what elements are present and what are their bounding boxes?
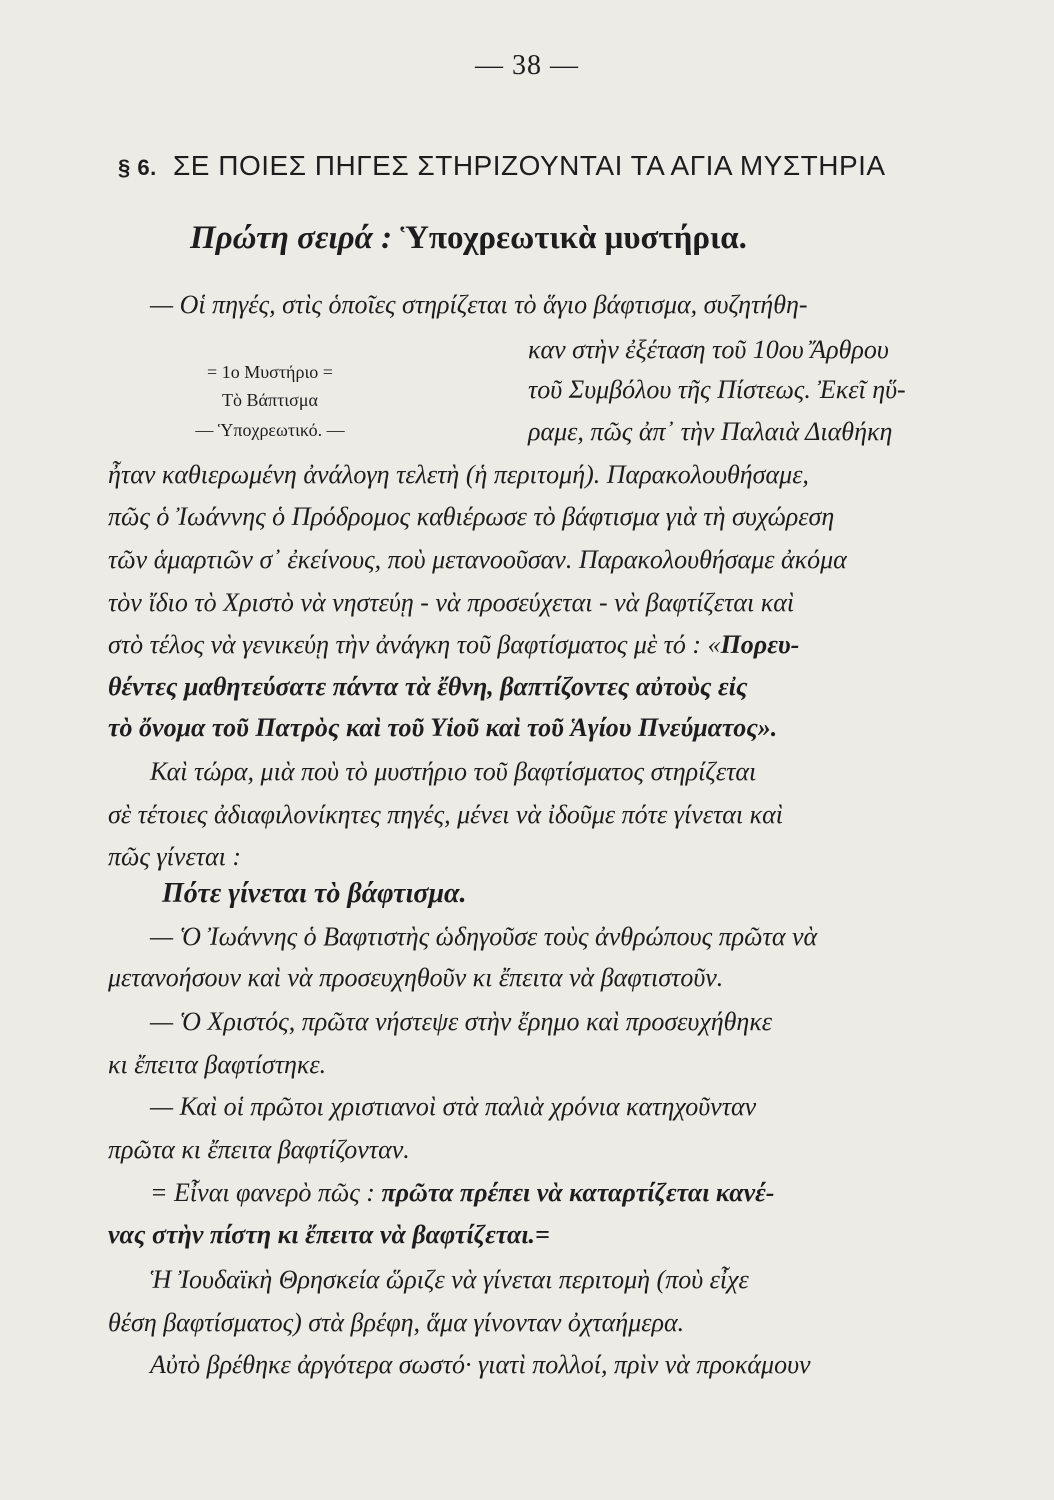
body-line: Αὐτὸ βρέθηκε ἀργότερα σωστό· γιατὶ πολλοί, πρὶν νὰ προκάμουν <box>150 1350 811 1379</box>
body-line: Ἡ Ἰουδαϊκὴ Θρησκεία ὥριζε νὰ γίνεται περιτομὴ (ποὺ εἶχε <box>150 1265 749 1294</box>
page-number: — 38 — <box>475 50 579 81</box>
body-line: Καὶ τώρα, μιὰ ποὺ τὸ μυστήριο τοῦ βαφτίσματος στηρίζεται <box>150 757 757 786</box>
body-line: ραμε, πῶς ἀπ᾿ τὴν Παλαιὰ Διαθήκη <box>528 417 893 446</box>
body-line: πῶς γίνεται : <box>108 842 242 871</box>
body-line: — Οἱ πηγές, στὶς ὁποῖες στηρίζεται τὸ ἅγιο βάφτισμα, συζητήθη- <box>150 290 808 319</box>
quote-line: θέντες μαθητεύσατε πάντα τὰ ἔθνη, βαπτίζοντες αὐτοὺς εἰς <box>108 672 748 701</box>
margin-note: — Ὑποχρεωτικό. — <box>195 420 345 440</box>
quote-line: τὸ ὄνομα τοῦ Πατρὸς καὶ τοῦ Υἱοῦ καὶ τοῦ Ἁγίου Πνεύματος». <box>108 713 778 742</box>
body-line <box>150 1178 1035 1208</box>
body-line: τὸν ἴδιο τὸ Χριστὸ νὰ νηστεύῃ - νὰ προσεύχεται - νὰ βαφτίζεται καὶ <box>108 588 795 617</box>
section-title: ΣΕ ΠΟΙΕΣ ΠΗΓΕΣ ΣΤΗΡΙΖΟΥΝΤΑΙ ΤΑ ΑΓΙΑ ΜΥΣΤΗΡΙΑ <box>172 150 886 181</box>
body-line <box>108 630 1038 660</box>
body-line: τοῦ Συμβόλου τῆς Πίστεως. Ἐκεῖ ηὕ- <box>528 375 906 404</box>
body-line: τῶν ἁμαρτιῶν σ᾿ ἐκείνους, ποὺ μετανοοῦσαν. Παρακολουθήσαμε ἀκόμα <box>108 545 847 574</box>
body-text: στὸ τέλος νὰ γενικεύῃ τὴν ἀνάγκη τοῦ βαφτίσματος μὲ τό : « <box>108 630 721 659</box>
body-line: κι ἔπειτα βαφτίστηκε. <box>108 1050 327 1079</box>
series-title <box>190 220 950 257</box>
emphasis-text: πρῶτα πρέπει νὰ καταρτίζεται κανέ- <box>381 1178 775 1207</box>
margin-note: Τὸ Βάπτισμα <box>222 390 318 410</box>
body-line: σὲ τέτοιες ἀδιαφιλονίκητες πηγές, μένει νὰ ἰδοῦμε πότε γίνεται καὶ <box>108 800 784 829</box>
body-line: θέση βαφτίσματος) στὰ βρέφη, ἅμα γίνονταν ὀχταήμερα. <box>108 1308 685 1337</box>
margin-note: = 1ο Μυστήριο = <box>207 362 333 382</box>
body-line: μετανοήσουν καὶ νὰ προσευχηθοῦν κι ἔπειτα νὰ βαφτιστοῦν. <box>108 963 724 992</box>
body-line: — Ὁ Χριστός, πρῶτα νήστεψε στὴν ἔρημο καὶ προσευχήθηκε <box>150 1007 773 1036</box>
body-line: — Ὁ Ἰωάννης ὁ Βαφτιστὴς ὡδηγοῦσε τοὺς ἀνθρώπους πρῶτα νὰ <box>150 922 818 951</box>
quote-text: Πορευ- <box>720 630 800 659</box>
body-line: καν στὴν ἐξέταση τοῦ 10ου Ἄρθρου <box>528 335 889 364</box>
body-line: ἦταν καθιερωμένη ἀνάλογη τελετὴ (ἡ περιτομή). Παρακολουθήσαμε, <box>108 460 809 489</box>
section-heading <box>118 150 978 182</box>
emphasis-line: νας στὴν πίστη κι ἔπειτα νὰ βαφτίζεται.= <box>108 1220 550 1249</box>
body-line: — Καὶ οἱ πρῶτοι χριστιανοὶ στὰ παλιὰ χρόνια κατηχοῦνταν <box>150 1092 757 1121</box>
body-text: = Εἶναι φανερὸ πῶς : <box>150 1178 382 1207</box>
body-line: πρῶτα κι ἔπειτα βαφτίζονταν. <box>108 1135 410 1164</box>
series-label: Πρώτη σειρά : <box>190 220 393 256</box>
series-name: Ὑποχρεωτικὰ μυστήρια. <box>400 220 747 256</box>
body-line: πῶς ὁ Ἰωάννης ὁ Πρόδρομος καθιέρωσε τὸ βάφτισμα γιὰ τὴ συχώρεση <box>108 502 835 531</box>
subheading: Πότε γίνεται τὸ βάφτισμα. <box>162 878 467 909</box>
section-number: § 6. <box>118 155 157 180</box>
